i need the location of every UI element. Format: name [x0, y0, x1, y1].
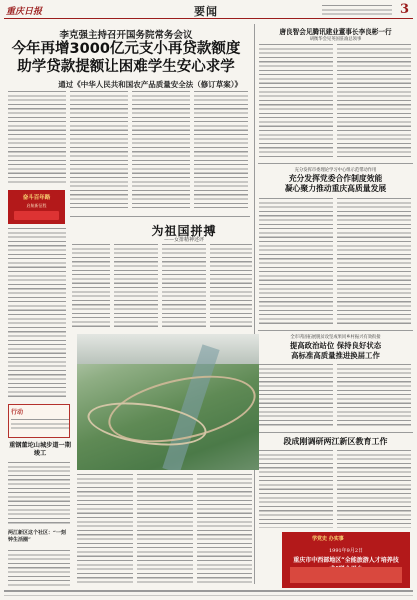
page-footer [4, 590, 413, 596]
feature-photo [77, 334, 259, 470]
right-divider3 [258, 432, 413, 433]
ad-title: 学党史 办实事 [312, 536, 344, 542]
left-body-c [8, 550, 70, 588]
promo-banner [14, 211, 59, 220]
promo-box [8, 190, 65, 224]
promo-line1: 奋斗百年路 [22, 195, 51, 201]
ad-box [282, 532, 410, 588]
bottom-col1 [77, 474, 133, 586]
right-story4-title: 段成刚调研两江新区教育工作 [283, 437, 388, 446]
lead-headline-line1: 今年再增3000亿元支小再贷款额度 [11, 41, 241, 57]
right-story2-col2 [337, 198, 411, 326]
right-story3-title-line2: 高标准高质量推进换届工作 [291, 351, 380, 360]
right-story2-title-line2: 凝心聚力推动重庆高质量发展 [284, 184, 387, 193]
right-story1-col2 [337, 44, 411, 159]
right-divider1 [258, 163, 413, 164]
left-body-a [8, 228, 66, 398]
column-divider [254, 24, 255, 584]
right-story4-col2 [337, 450, 411, 528]
right-story3-col1 [259, 364, 333, 426]
masthead-logo: 重庆日报 [6, 7, 43, 17]
right-story3-title [258, 341, 413, 361]
action-box-lines [11, 419, 69, 431]
ad-headline: 重庆市中西部地区“全能旅游人才培养技 [293, 557, 399, 564]
lead-body-col3 [132, 91, 190, 209]
lead-body-col2 [70, 91, 128, 209]
right-story2-kicker: 充分发挥市委理论学习中心组示范带动作用 [294, 168, 377, 173]
feature-subtitle: ——女排精神述评 [163, 237, 204, 243]
masthead-meta [322, 5, 394, 15]
lead-headline [6, 40, 246, 76]
right-story3-kicker: 全市巩固拓展脱贫攻坚成果同乡村振兴有效衔接 [290, 335, 381, 340]
left-body-b [8, 462, 70, 526]
feature-top-rule [70, 216, 250, 217]
left-story2-title: 两江新区这个社区：“一刻钟生活圈” [8, 530, 66, 543]
right-story1-col1 [259, 44, 333, 159]
lead-kicker: 李克强主持召开国务院常务会议 [59, 30, 193, 41]
right-story4-col1 [259, 450, 333, 528]
feature-col3 [210, 244, 252, 330]
bottom-col3 [197, 474, 252, 586]
right-story1-title: 唐良智会见腾讯建业董事长李良彬一行 [279, 28, 392, 36]
masthead [4, 3, 413, 19]
action-box-title: 重钢董坨山城步道一期竣工 [9, 442, 71, 457]
right-story3-title-line1: 提高政治站位 保持良好状态 [289, 341, 382, 350]
photo-skyline [77, 334, 259, 364]
right-story2-title [258, 174, 413, 194]
right-story2-title-line1: 充分发挥党委合作制度效能 [288, 174, 383, 183]
section-title: 要闻 [194, 5, 218, 18]
feature-col2 [162, 244, 206, 330]
ad-date: 1991年9月2日 [328, 548, 364, 554]
lead-body-col4 [194, 91, 248, 209]
bottom-col2 [137, 474, 193, 586]
feature-title: 为祖国拼搏 [151, 224, 217, 238]
right-story3-col2 [337, 364, 411, 426]
ad-body [290, 567, 402, 583]
feature-col1 [114, 244, 158, 330]
action-box [8, 404, 70, 438]
promo-line2: 启航新征程 [26, 203, 47, 208]
lead-body-col1 [8, 91, 66, 183]
feature-col0 [72, 244, 110, 330]
lead-subhead: 通过《中华人民共和国农产品质量安全法（修订草案）》 [58, 80, 242, 89]
right-divider2 [258, 330, 413, 331]
right-story2-col1 [259, 198, 333, 326]
lead-headline-line2: 助学贷款提额让困难学生安心求学 [17, 59, 235, 75]
page-number: 3 [399, 2, 409, 17]
action-box-tag: 行动 [11, 409, 24, 416]
right-story1-subtitle: 胡衡华会见英国驻渝总领事 [309, 37, 362, 42]
